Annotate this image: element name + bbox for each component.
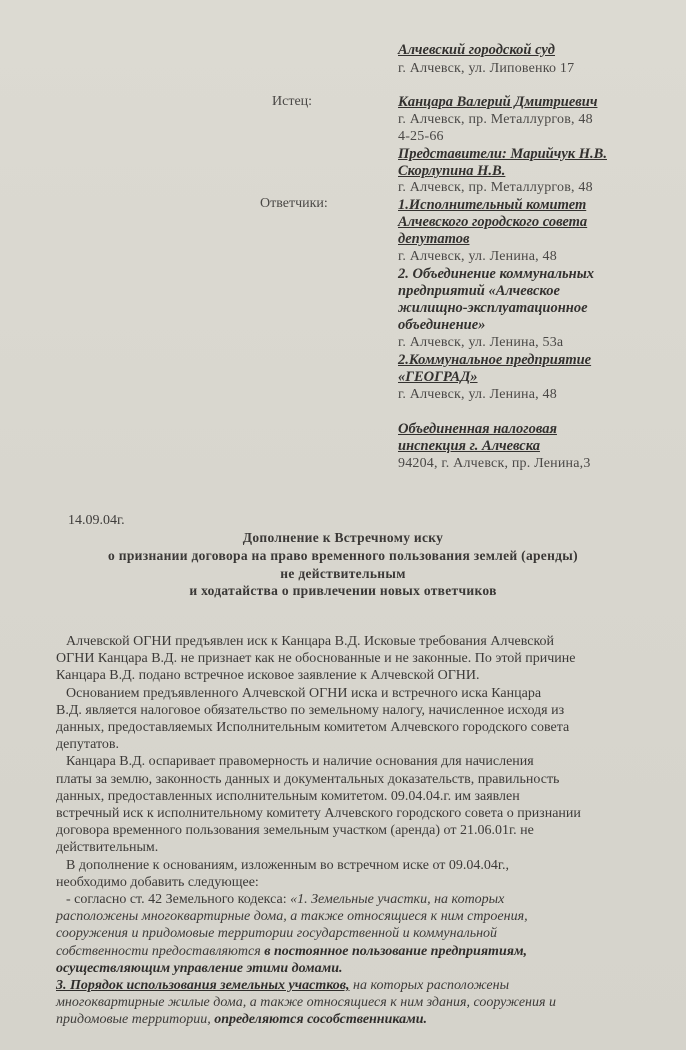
defendant2-line1: 2. Объединение коммунальных — [398, 266, 595, 282]
title-line1: Дополнение к Встречному иску — [242, 530, 444, 545]
title-line4: и ходатайства о привлечении новых ответчиков — [189, 583, 497, 598]
plaintiff-address: г. Алчевск, пр. Металлургов, 48 — [398, 112, 593, 127]
defendants-label: Ответчики: — [260, 196, 328, 211]
defendant2-address: г. Алчевск, ул. Ленина, 53а — [398, 335, 564, 350]
tax-inspection-line2: инспекция г. Алчевска — [398, 438, 540, 454]
p5-line1-plain: - согласно ст. 42 Земельного кодекса: — [66, 892, 291, 908]
p6-line3-bold: определяются сособственниками. — [214, 1012, 427, 1028]
p5-line5-bold: осуществляющим управление этими домами. — [56, 960, 343, 976]
p6-line3-italic: придомовые территории, — [56, 1012, 215, 1028]
title-line3: не действительным — [280, 566, 406, 581]
p1-line1: Алчевской ОГНИ предъявлен иск к Канцара В.Д. Исковые требования Алчевской — [66, 634, 555, 649]
p5-line5 — [56, 960, 674, 977]
p5-line1-italic: «1. Земельные участки, на которых — [290, 892, 505, 908]
defendant2-line3: жилищно-эксплуатационное — [398, 300, 588, 316]
p3-line5: договора временного пользования земельным участком (аренда) от 21.06.01г. не — [56, 823, 534, 839]
tax-inspection-address: 94204, г. Алчевск, пр. Ленина,3 — [398, 456, 591, 471]
p3-line3: данных, предоставленных исполнительным комитетом. 09.04.04.г. им заявлен — [56, 788, 520, 804]
defendant1-line2: Алчевского городского совета — [398, 214, 588, 230]
tax-inspection-line1: Объединенная налоговая — [398, 421, 557, 437]
body-text — [56, 633, 674, 1029]
p5-line4-bold: в постоянное пользование предприятиям, — [264, 943, 528, 959]
defendant1-line1: 1.Исполнительный комитет — [398, 197, 587, 213]
plaintiff-phone: 4-25-66 — [398, 129, 444, 144]
p3-line6: действительным. — [56, 840, 159, 856]
defendant3-line1: 2.Коммунальное предприятие — [398, 352, 592, 368]
p6-line1-bold: 3. Порядок использования земельных участков, — [56, 978, 350, 994]
p2-line4: депутатов. — [56, 737, 120, 753]
p3-line4: встречный иск к исполнительному комитету Алчевского городского совета о признании — [56, 806, 581, 822]
p4-line1: В дополнение к основаниям, изложенным во встречном иске от 09.04.04г., — [66, 857, 510, 873]
defendant1-address: г. Алчевск, ул. Ленина, 48 — [398, 249, 557, 264]
document-date: 14.09.04г. — [68, 513, 125, 528]
p2-line1: Основанием предъявленного Алчевской ОГНИ иска и встречного иска Канцара — [66, 685, 542, 701]
p5-line4-italic: собственности предоставляются — [56, 943, 265, 959]
p4-line2: необходимо добавить следующее: — [56, 874, 259, 890]
plaintiff-name: Канцара Валерий Дмитриевич — [398, 94, 598, 110]
court-address: г. Алчевск, ул. Липовенко 17 — [398, 61, 575, 76]
p5-line1 — [56, 891, 674, 908]
p2-line3: данных, предоставляемых Исполнительным комитетом Алчевского городского совета — [56, 720, 570, 736]
defendant3-line2: «ГЕОГРАД» — [398, 369, 478, 385]
p5-line2: расположены многоквартирные дома, а также относящиеся к ним строения, — [56, 909, 528, 925]
defendant3-address: г. Алчевск, ул. Ленина, 48 — [398, 387, 557, 402]
p2-line2: В.Д. является налоговое обязательство по земельному налогу, начисленное исходя из — [56, 702, 565, 718]
p3-line2: платы за землю, законность данных и документальных доказательств, правильность — [56, 771, 560, 787]
title-line2: о признании договора на право временного пользования землей (аренды) — [108, 548, 578, 563]
p1-line2: ОГНИ Канцара В.Д. не признает как не обоснованные и не законные. По этой причине — [56, 651, 576, 667]
defendant1-line3: депутатов — [398, 231, 470, 247]
court-name: Алчевский городской суд — [398, 42, 555, 58]
p6-line2: многоквартирные жилые дома, а также относящиеся к ним здания, сооружения и — [56, 995, 557, 1011]
p3-line1: Канцара В.Д. оспаривает правомерность и наличие основания для начисления — [66, 754, 534, 770]
representatives-line1: Представители: Марийчук Н.В. — [398, 146, 607, 162]
p5-line3: сооружения и придомовые территории государственной и коммунальной — [56, 926, 498, 942]
plaintiff-label: Истец: — [272, 94, 313, 109]
p6-line1-italic: на которых расположены — [349, 978, 510, 994]
p6-line1 — [56, 977, 674, 994]
p1-line3: Канцара В.Д. подано встречное исковое заявление к Алчевской ОГНИ. — [56, 668, 480, 684]
representatives-address: г. Алчевск, пр. Металлургов, 48 — [398, 180, 593, 195]
p6-line3 — [56, 1011, 674, 1028]
defendant2-line2: предприятий «Алчевское — [398, 283, 560, 299]
p5-line4 — [56, 943, 674, 960]
defendant2-line4: объединение» — [398, 317, 486, 333]
representatives-line2: Скорлупина Н.В. — [398, 163, 506, 179]
